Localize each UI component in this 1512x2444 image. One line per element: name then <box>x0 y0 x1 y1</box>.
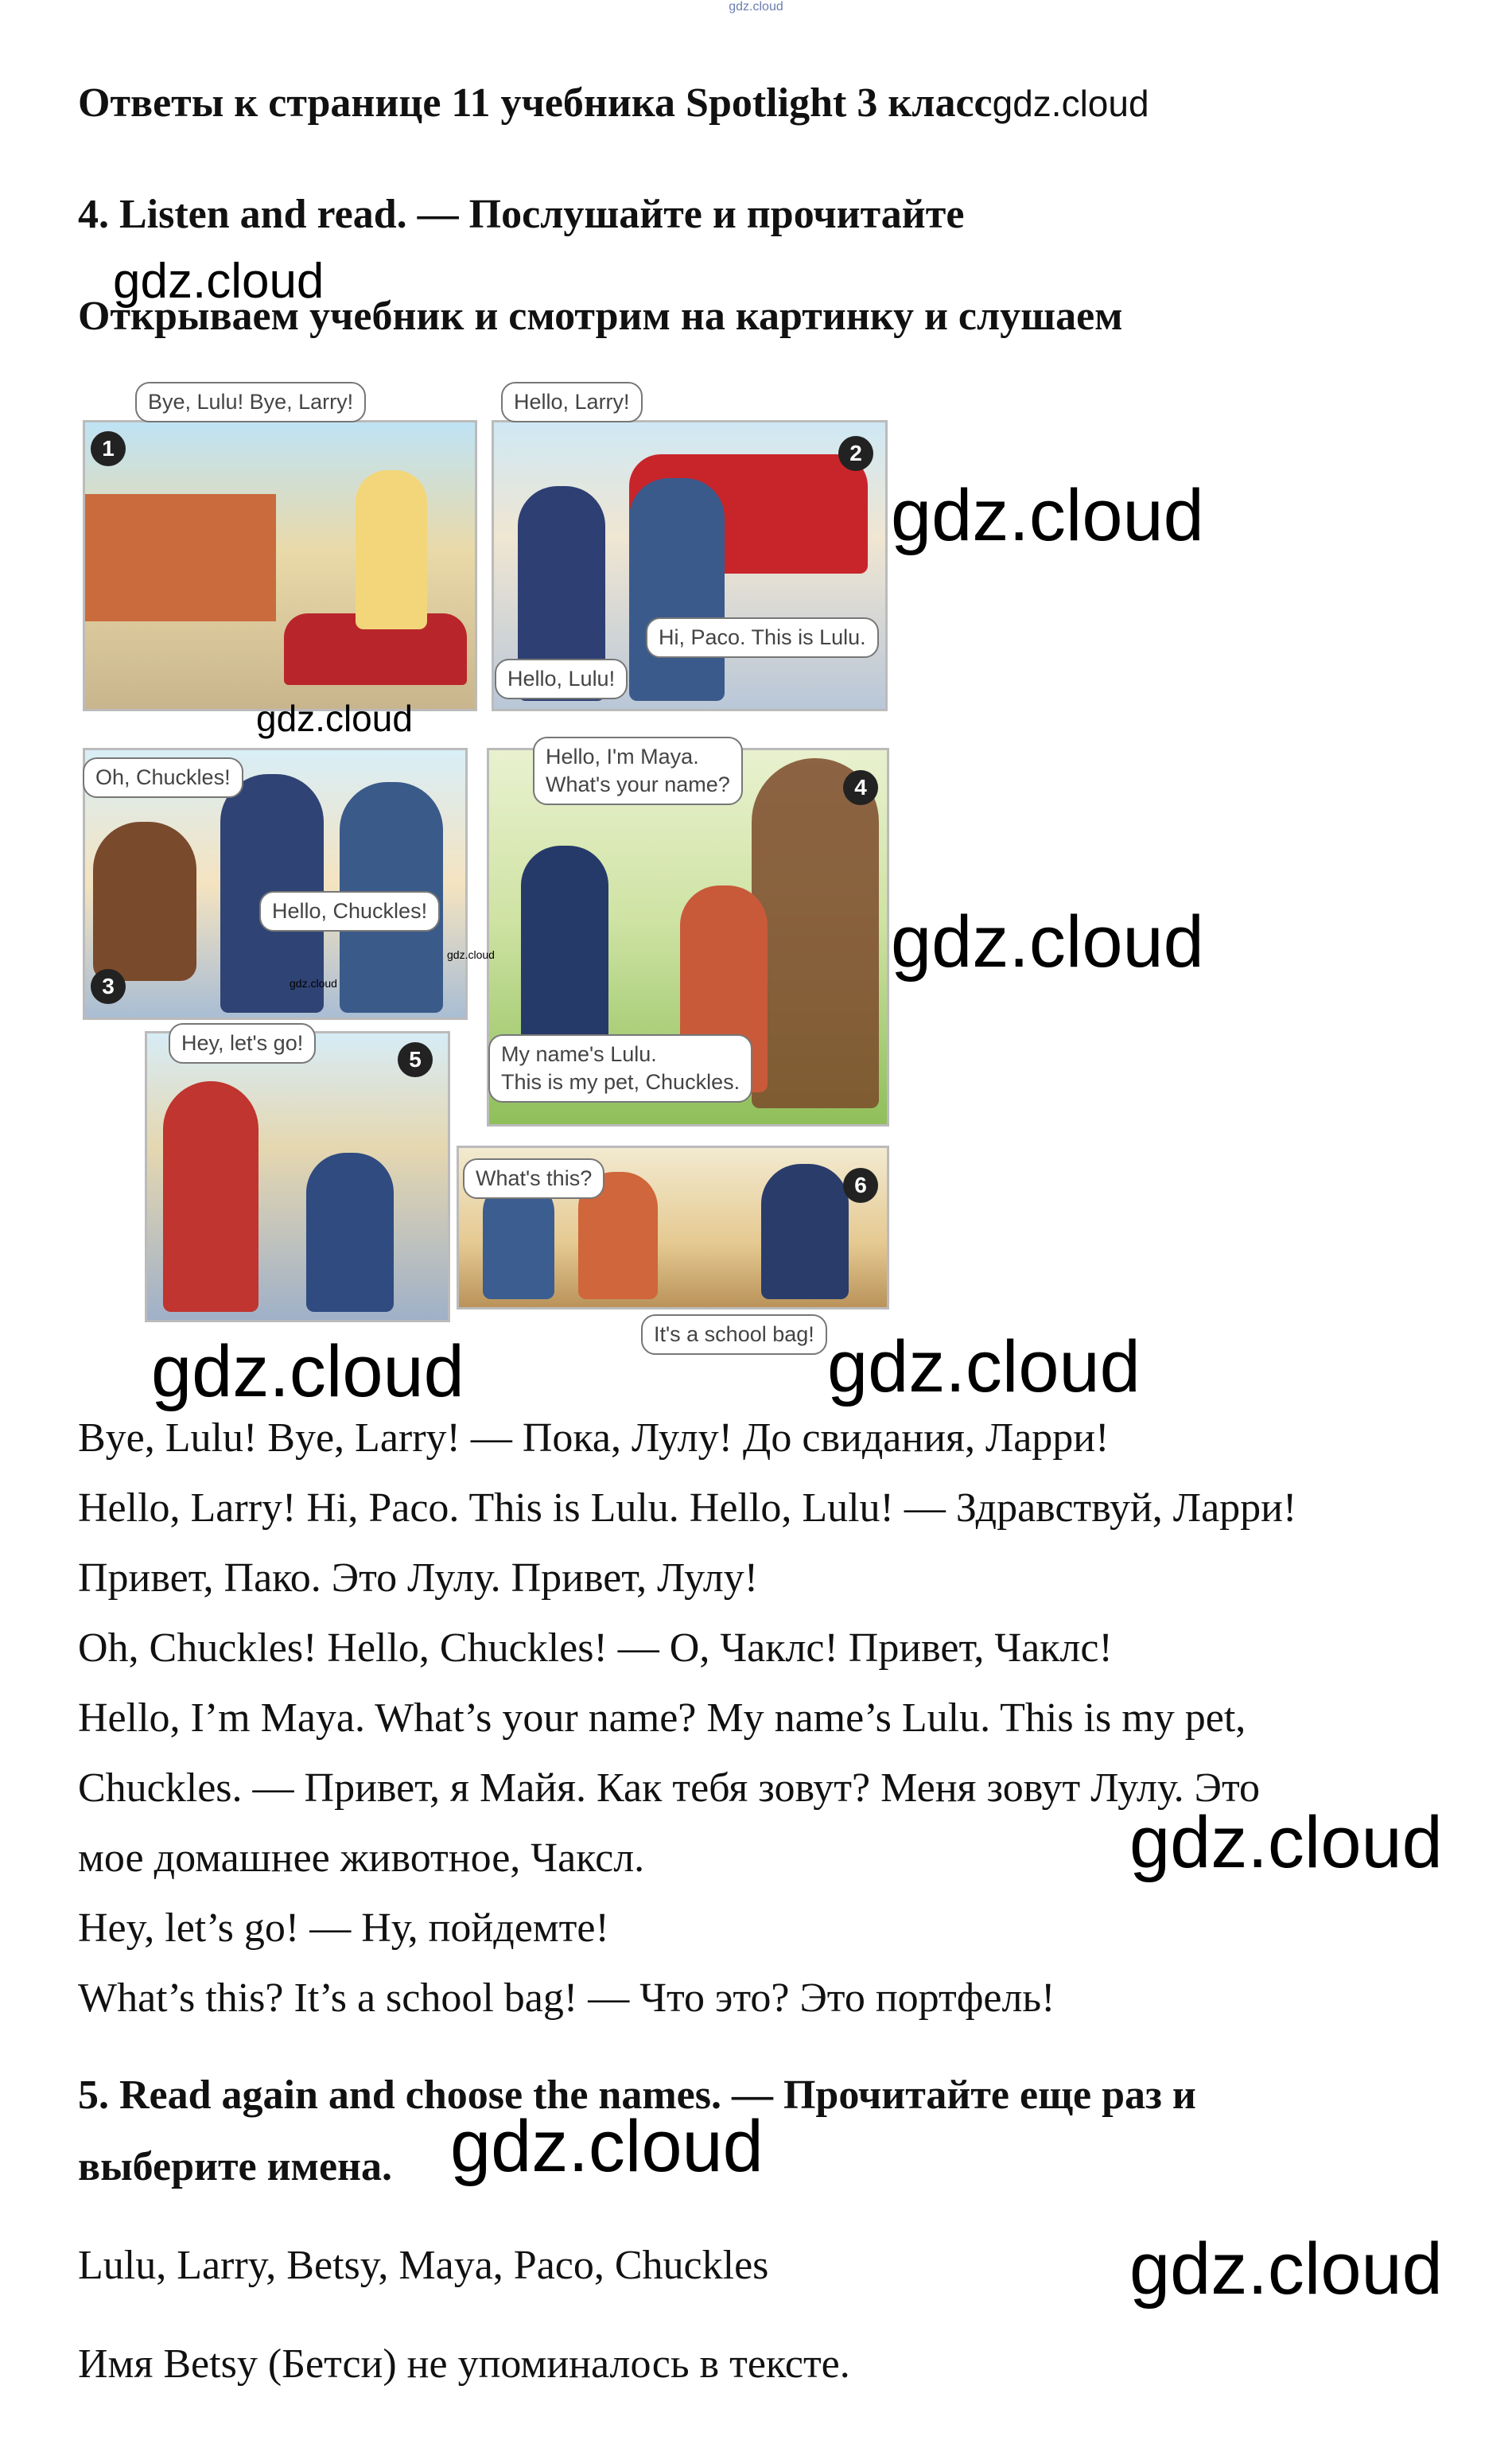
exercise-5-heading: 5. Read again and choose the names. — Прочитайте еще раз и <box>78 2072 1196 2118</box>
page-title-watermark: gdz.cloud <box>992 83 1149 124</box>
tree <box>752 758 879 1108</box>
panel-number: 3 <box>91 969 126 1004</box>
watermark: gdz.cloud <box>447 948 495 961</box>
watermark: gdz.cloud <box>450 2106 764 2187</box>
panel-number: 2 <box>838 436 873 471</box>
translation-line: Привет, Пако. Это Лулу. Привет, Лулу! <box>78 1555 759 1601</box>
translation-line: Bye, Lulu! Bye, Larry! — Пока, Лулу! До свидания, Ларри! <box>78 1415 1110 1461</box>
page-title <box>78 80 1149 126</box>
speech-bubble: Bye, Lulu! Bye, Larry! <box>135 382 366 422</box>
speech-bubble: My name's Lulu. This is my pet, Chuckles. <box>488 1034 752 1103</box>
translation-line: What’s this? It’s a school bag! — Что это? Это портфель! <box>78 1975 1055 2021</box>
watermark: gdz.cloud <box>891 475 1204 556</box>
translation-line: Oh, Chuckles! Hello, Chuckles! — О, Чаклс! Привет, Чаклс! <box>78 1625 1113 1671</box>
translation-line: Hello, Larry! Hi, Paco. This is Lulu. Hello, Lulu! — Здравствуй, Ларри! <box>78 1485 1297 1531</box>
watermark: gdz.cloud <box>1129 2228 1443 2310</box>
school-building <box>85 494 276 621</box>
speech-bubble: What's this? <box>463 1158 604 1199</box>
comic-panel-5 <box>145 1031 450 1322</box>
watermark: gdz.cloud <box>891 901 1204 983</box>
speech-bubble: It's a school bag! <box>641 1314 827 1355</box>
translation-line: мое домашнее животное, Чаксл. <box>78 1835 645 1881</box>
girl-figure <box>761 1164 849 1299</box>
boy-figure <box>629 478 725 701</box>
speech-bubble: Hi, Paco. This is Lulu. <box>646 617 879 658</box>
speech-bubble: Hello, I'm Maya. What's your name? <box>533 737 743 805</box>
exercise-5-note: Имя Betsy (Бетси) не упоминалось в тексте. <box>78 2341 850 2387</box>
speech-bubble: Hello, Lulu! <box>495 659 628 699</box>
girl-figure <box>356 470 427 629</box>
page-title-text: Ответы к странице 11 учебника Spotlight 3 класс <box>78 80 993 126</box>
speech-bubble: Hey, let's go! <box>169 1023 316 1064</box>
boy-figure <box>163 1081 258 1312</box>
translation-line: Hello, I’m Maya. What’s your name? My name’s Lulu. This is my pet, <box>78 1695 1246 1741</box>
speech-bubble: Hello, Chuckles! <box>259 891 440 932</box>
monkey-figure <box>93 822 196 981</box>
comic-illustration <box>80 382 891 1346</box>
watermark: gdz.cloud <box>1129 1802 1443 1883</box>
boy-figure <box>306 1153 394 1312</box>
watermark: gdz.cloud <box>256 698 413 739</box>
watermark: gdz.cloud <box>290 977 337 990</box>
watermark: gdz.cloud <box>113 254 325 309</box>
translation-line: Chuckles. — Привет, я Майя. Как тебя зовут? Меня зовут Лулу. Это <box>78 1765 1260 1811</box>
exercise-5-answer: Lulu, Larry, Betsy, Maya, Paco, Chuckles <box>78 2243 769 2288</box>
speech-bubble: Hello, Larry! <box>501 382 643 422</box>
exercise-4-heading: 4. Listen and read. — Послушайте и прочитайте <box>78 192 965 237</box>
exercise-4-instruction: Открываем учебник и смотрим на картинку и слушаем <box>78 294 1123 339</box>
exercise-5-heading-continued: выберите имена. <box>78 2144 393 2189</box>
panel-number: 6 <box>843 1168 878 1203</box>
watermark: gdz.cloud <box>827 1326 1141 1407</box>
panel-number: 4 <box>843 770 878 805</box>
translation-line: Hey, let’s go! — Ну, пойдемте! <box>78 1905 609 1951</box>
top-watermark: gdz.cloud <box>729 0 783 14</box>
panel-number: 1 <box>91 431 126 466</box>
watermark: gdz.cloud <box>151 1331 464 1412</box>
speech-bubble: Oh, Chuckles! <box>83 757 243 798</box>
panel-number: 5 <box>398 1042 433 1077</box>
comic-panel-1 <box>83 420 477 711</box>
